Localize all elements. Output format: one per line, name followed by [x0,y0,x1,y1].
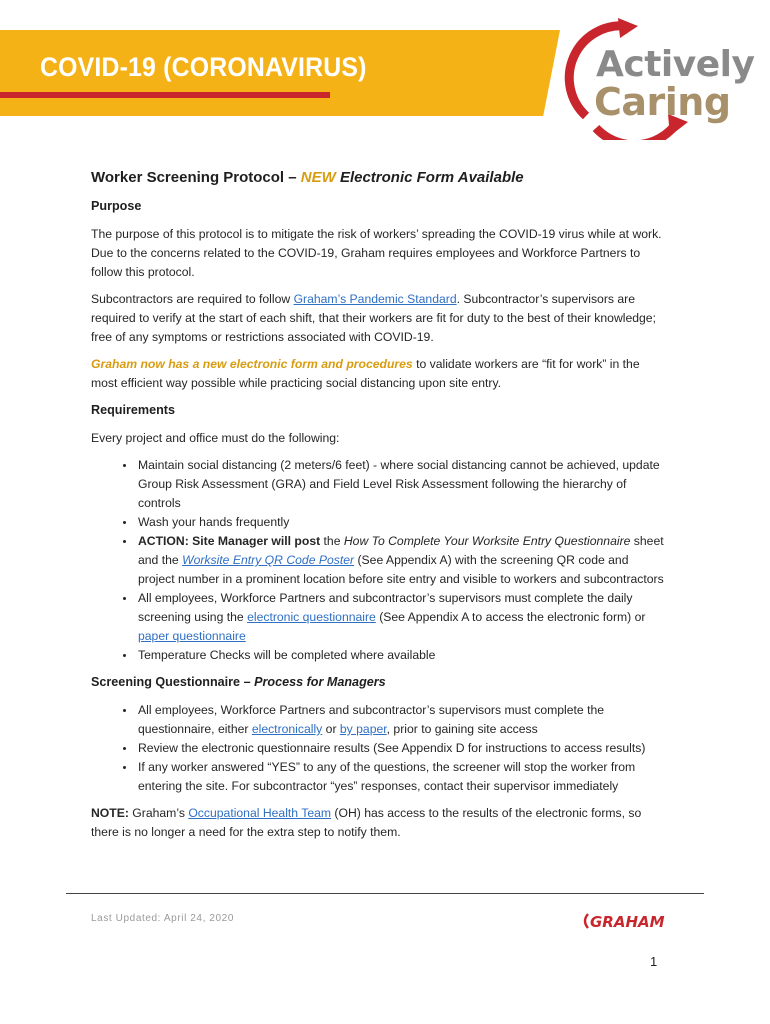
electronically-link[interactable]: electronically [251,722,323,736]
note-paragraph: NOTE: Graham’s Occupational Health Team (OH) has access to the results of the electronic forms, so there is no longer a need for the extra step to notify them. [91,806,642,839]
new-badge: NEW [300,169,336,186]
note-label: NOTE: [91,806,129,820]
graham-logo [582,911,676,931]
document-title: Worker Screening Protocol – NEW Electronic Form Available [91,169,524,186]
actively-caring-logo [556,16,755,140]
new-form-emphasis: Graham now has a new electronic form and procedures [91,357,413,371]
by-paper-link[interactable]: by paper [339,722,387,736]
list-item: • Temperature Checks will be completed where available [136,646,666,665]
purpose-heading: Purpose [91,199,142,213]
list-item: • All employees, Workforce Partners and subcontractor’s supervisors must complete the daily screening using the electronic questionnaire (See Appendix A to access the electronic form) or paper questionnaire [136,589,666,646]
list-item: • Review the electronic questionnaire results (See Appendix D for instructions to access results) [136,739,666,758]
qr-code-poster-link[interactable]: Worksite Entry QR Code Poster [182,553,355,567]
screening-list [91,701,666,796]
list-item: • All employees, Workforce Partners and subcontractor’s supervisors must complete the questionnaire, either electronically or by paper, prior to gaining site access [136,701,666,739]
electronic-questionnaire-link[interactable]: electronic questionnaire [247,610,376,624]
purpose-paragraph-3: Graham now has a new electronic form and procedures to validate workers are “fit for work” in the most efficient way possible while practicing social distancing upon site entry. [91,357,640,390]
purpose-paragraph-1: The purpose of this protocol is to mitigate the risk of workers’ spreading the COVID-19 virus while at work. Due to the concerns related to the COVID-19, Graham requires employees and Workforce Partners to follow this protocol. [91,227,662,279]
list-item: • Maintain social distancing (2 meters/6 feet) - where social distancing cannot be achieved, update Group Risk Assessment (GRA) and Field Level Risk Assessment following the hierarchy of controls [136,456,666,513]
graham-logo-icon [582,911,676,931]
paper-questionnaire-link[interactable]: paper questionnaire [138,629,246,643]
graham-wordmark: GRAHAM [590,913,665,931]
list-item: • If any worker answered “YES” to any of the questions, the screener will stop the worker from entering the site. For subcontractor “yes” responses, contact their supervisor immediately [136,758,666,796]
banner-title: COVID-19 (CORONAVIRUS) [40,52,367,82]
logo-word-caring: Caring [594,80,731,124]
list-item: • ACTION: Site Manager will post the How To Complete Your Worksite Entry Questionnaire sheet and the Worksite Entry QR Code Poster (See Appendix A) with the screening QR code and project number in a prominent location before site entry and visible to workers and subcontractors [136,532,666,589]
footer-divider [66,893,704,894]
requirements-heading: Requirements [91,403,175,417]
last-updated: Last Updated: April 24, 2020 [91,913,235,924]
logo-word-actively: Actively [596,44,755,85]
banner-stripe [0,92,330,98]
document-body [91,168,666,850]
page-number: 1 [650,954,658,969]
purpose-paragraph-2: Subcontractors are required to follow Graham’s Pandemic Standard. Subcontractor’s supervisors are required to verify at the start of each shift, that their workers are fit for duty to the best of their knowledge; free of any symptoms or restrictions associated with COVID-19. [91,292,656,344]
list-item: • Wash your hands frequently [136,513,666,532]
screening-heading: Screening Questionnaire – Process for Managers [91,675,386,689]
occupational-health-link[interactable]: Occupational Health Team [188,806,332,820]
pandemic-standard-link[interactable]: Graham’s Pandemic Standard [293,292,457,306]
requirements-list [91,456,666,665]
requirements-intro: Every project and office must do the following: [91,431,340,445]
